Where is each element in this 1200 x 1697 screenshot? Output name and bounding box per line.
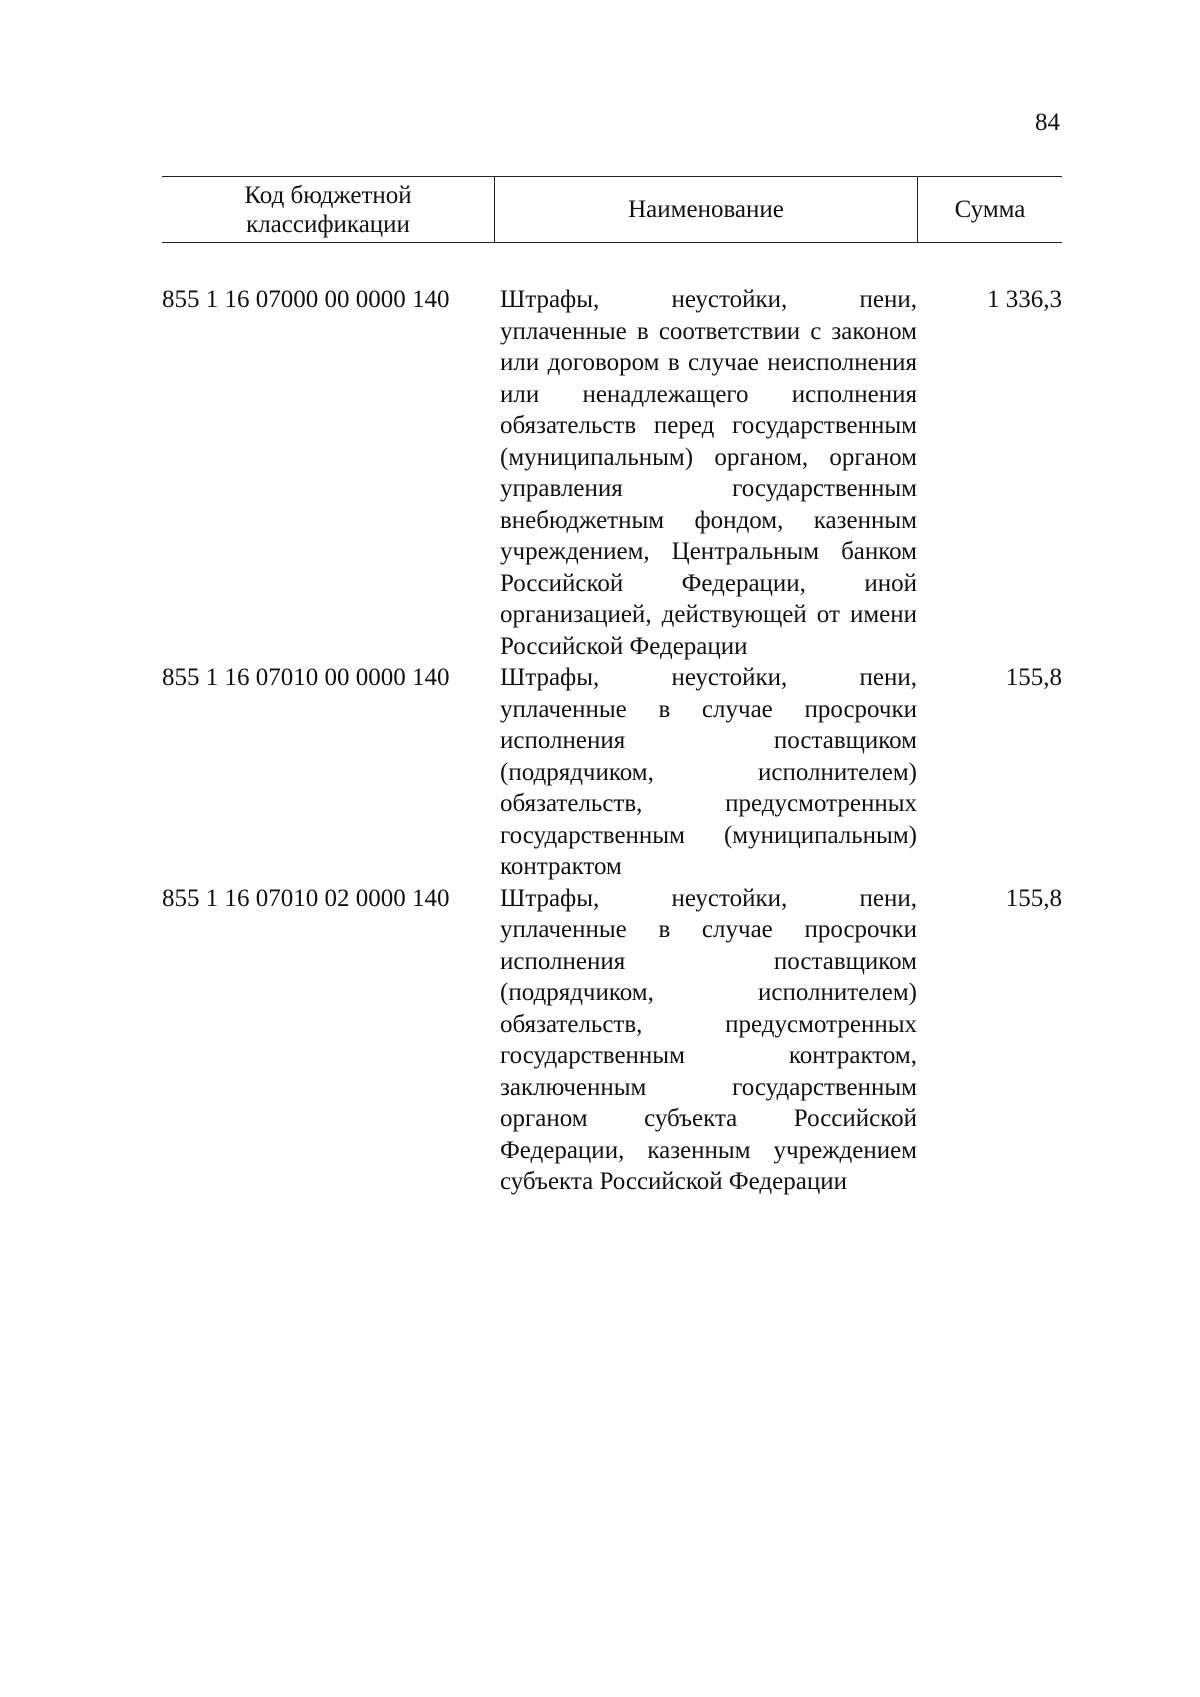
row-code: 855 1 16 07010 00 0000 140 bbox=[162, 664, 450, 691]
page-number: 84 bbox=[1035, 109, 1060, 136]
row-sum: 155,8 bbox=[1005, 884, 1062, 912]
table-row bbox=[162, 662, 1062, 883]
row-name: Штрафы, неустойки, пени, уплаченные в соответствии с законом или договором в случае неисполнения или ненадлежащего исполнения обязательств перед государственным (муниципальным) органом, органом управления государственным внебюджетным фондом, казенным учреждением, Центральным банком Российской Федерации, иной организацией, действующей от имени Российской Федерации bbox=[500, 286, 917, 660]
table-header bbox=[162, 176, 1062, 243]
row-sum: 155,8 bbox=[1005, 664, 1062, 691]
row-name: Штрафы, неустойки, пени, уплаченные в случае просрочки исполнения поставщиком (подрядчиком, исполнителем) обязательств, предусмотренных государственным контрактом, заключенным государственным органом субъекта Российской Федерации, казенным учреждением субъекта Российской Федерации bbox=[500, 884, 917, 1195]
table-row bbox=[162, 883, 1062, 1198]
row-code: 855 1 16 07000 00 0000 140 bbox=[162, 286, 450, 313]
row-code: 855 1 16 07010 02 0000 140 bbox=[162, 884, 450, 912]
header-name: Наименование bbox=[495, 177, 918, 242]
row-sum: 1 336,3 bbox=[987, 286, 1062, 313]
header-code: Код бюджетной классификации bbox=[162, 177, 495, 242]
table-body bbox=[162, 284, 1062, 1198]
table-row bbox=[162, 284, 1062, 662]
header-sum: Сумма bbox=[954, 196, 1026, 223]
row-name: Штрафы, неустойки, пени, уплаченные в случае просрочки исполнения поставщиком (подрядчиком, исполнителем) обязательств, предусмотренных государственным (муниципальным) контрактом bbox=[500, 664, 917, 880]
